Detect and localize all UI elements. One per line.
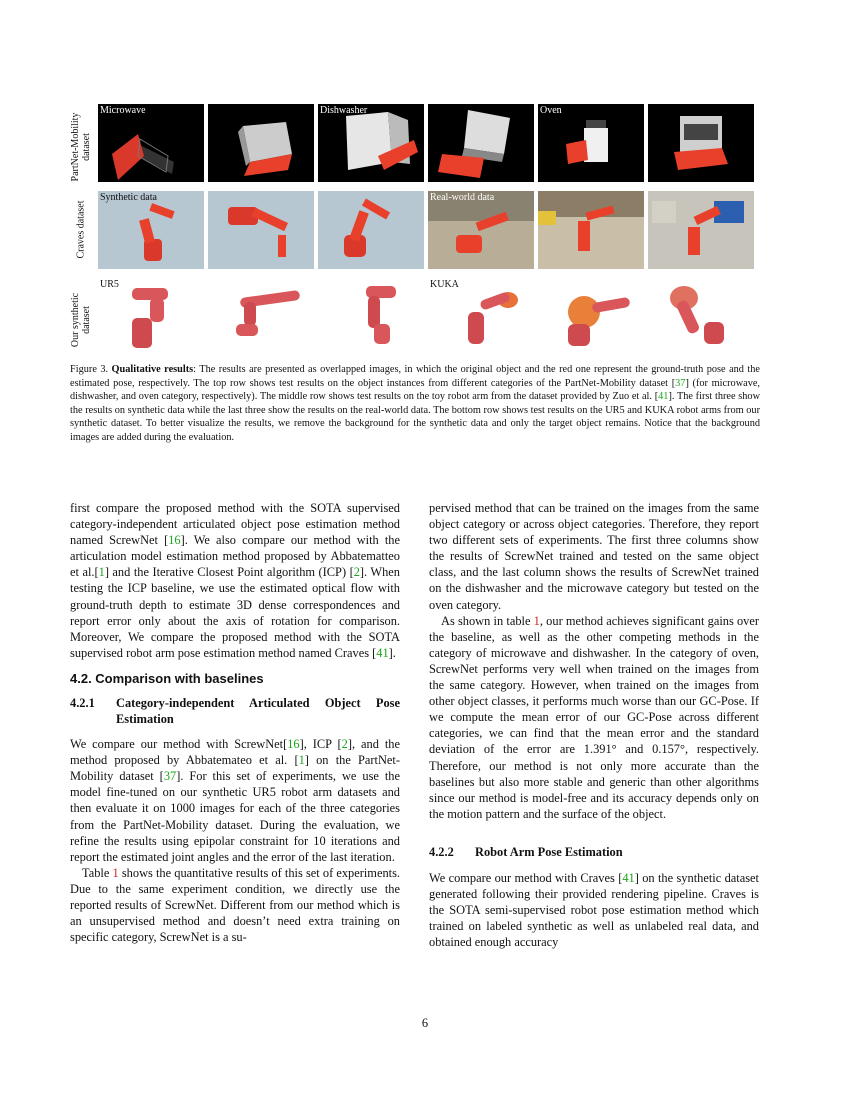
citation-link[interactable]: 41: [376, 645, 389, 660]
subsection-title: Category-independent Articulated Object Pose Estimation: [116, 696, 400, 727]
row-label-partnet: PartNet-Mobility dataset: [70, 112, 92, 182]
panel-ur5-3: [318, 278, 424, 356]
table-link[interactable]: 1: [112, 865, 119, 880]
panel-craves-real-1: [428, 191, 534, 269]
row-label-synthetic: Our synthetic dataset: [70, 292, 92, 348]
panel-label-synthetic: Synthetic data: [100, 192, 157, 203]
paragraph: Table 1 shows the quantitative results of this set of experiments. Due to the same experiment condition, we directly use the reported results of ScrewNet. Different from our method which is an unsupervised method and doesn’t need extra training on specific category, ScrewNet is a su-: [70, 865, 400, 945]
panel-craves-synthetic-1: [98, 191, 204, 269]
panel-label-kuka: KUKA: [430, 279, 459, 290]
panel-ur5-2: [208, 278, 314, 356]
caption-prefix: Figure 3.: [70, 364, 112, 375]
panel-label-microwave: Microwave: [100, 105, 146, 116]
panel-label-ur5: UR5: [100, 279, 119, 290]
subsection-heading: [70, 695, 400, 727]
panel-kuka-2: [538, 278, 644, 356]
caption-text: : The results are presented as overlapped images, in which the original object and the red one represent the ground-truth pose and the estimated pose, respectively. The top row shows test results on the object instances from different categories of the PartNet-Mobility dataset [: [70, 364, 760, 389]
subsection-number: 4.2.2: [429, 844, 454, 859]
panel-label-oven: Oven: [540, 105, 562, 116]
left-column: [70, 500, 400, 945]
panel-oven-1: [538, 104, 644, 182]
panel-label-realworld: Real-world data: [430, 192, 495, 203]
citation-link[interactable]: 41: [622, 870, 635, 885]
caption-text: ] (for microwave, dishwasher, and oven category, respectively). The middle row shows test results on the toy robot arm from the dataset provided by Zuo et al. [: [70, 377, 760, 403]
caption-bold: Qualitative results: [111, 364, 194, 375]
panel-microwave-1: [98, 104, 204, 182]
citation-link[interactable]: 37: [163, 769, 177, 784]
section-heading: 4.2. Comparison with baselines: [70, 670, 264, 686]
panel-craves-real-2: [538, 191, 644, 269]
subsection-heading: [429, 844, 759, 860]
citation-link[interactable]: 2: [341, 737, 348, 752]
paragraph: We compare our method with Craves [41] on the synthetic dataset generated following their provided rendering pipeline. Craves is the SOTA semi-supervised robot pose estimation method which trained on labeled synthetic as well as unlabeled real data, and obtained enough accuracy: [429, 870, 759, 950]
figure-caption: [70, 363, 760, 445]
panel-craves-real-3: [648, 191, 754, 269]
citation-link[interactable]: 16: [287, 737, 300, 752]
caption-text: ]. The first three show the results on synthetic data while the last three show the results on the real-world data. The bottom row shows test results on the UR5 and KUKA robot arms from our synthetic dataset. To better visualize the results, we remove the background for the synthetic data and only the target object remains. Notice that the background images are added during the evaluation.: [70, 391, 760, 443]
citation-link[interactable]: 1: [98, 565, 105, 580]
citation-link[interactable]: 2: [353, 565, 360, 580]
panel-craves-synthetic-3: [318, 191, 424, 269]
paragraph: We compare our method with ScrewNet[16], ICP [2], and the method proposed by Abbatemateo et al. [1] on the PartNet-Mobility dataset [37]. For this set of experiments, we use the model fine-tuned on our synthetic UR5 robot arm datasets and then evaluate it on 1000 images for each of the three categories from the PartNet-Mobility dataset. During the evaluation, we refine the results using epipolar constraint for 10 iterations and report the estimated joint angles and the error of the last iteration.: [70, 737, 400, 864]
row-label-craves: Craves dataset: [75, 200, 87, 259]
subsection-number: 4.2.1: [70, 696, 95, 711]
panel-ur5-1: [98, 278, 204, 356]
citation-link[interactable]: 41: [658, 391, 669, 403]
table-link[interactable]: 1: [533, 613, 540, 628]
citation-link[interactable]: 16: [168, 533, 181, 548]
panel-dishwasher-2: [428, 104, 534, 182]
panel-craves-synthetic-2: [208, 191, 314, 269]
citation-link[interactable]: 37: [675, 377, 686, 389]
panel-microwave-2: [208, 104, 314, 182]
right-column: [429, 500, 759, 950]
panel-dishwasher-1: [318, 104, 424, 182]
panel-kuka-1: [428, 278, 534, 356]
citation-link[interactable]: 1: [298, 753, 305, 768]
panel-oven-2: [648, 104, 754, 182]
subsection-title: Robot Arm Pose Estimation: [475, 844, 623, 859]
paragraph: As shown in table 1, our method achieves significant gains over the baseline, as well as the other competing methods in the category of microwave and dishwasher. In the category of oven, ScrewNet performs very well when trained on the images from the same category. However, when trained on the images from other object classes, it performs much worse than our GC-Pose. If we compute the mean error of our GC-Pose across different categories, we can find that the mean error and the standard deviation of the error are 1.391° and 0.157°, respectively. Therefore, our method is not only more accurate than the baselines but also more stable and generic than other algorithms since our method is model-free and its accuracy depends only on the motion pattern and the surface of the object.: [429, 613, 760, 821]
page-number: 6: [421, 1016, 429, 1030]
panel-kuka-3: [648, 278, 754, 356]
paragraph: pervised method that can be trained on the images from the same object category or across object categories. Therefore, they report two different sets of experiments. The first three columns show the results of ScrewNet trained and tested on the same object class, and the last column shows the results of ScrewNet trained on the dishwasher and the microwave category but tested on the oven category.: [429, 501, 759, 612]
panel-label-dishwasher: Dishwasher: [320, 105, 368, 116]
paragraph: first compare the proposed method with the SOTA supervised category-independent articulated object pose estimation method named ScrewNet [16]. We also compare our method with the articulation model estimation method proposed by Abbatematteo et al.[1] and the Iterative Closest Point algorithm (ICP) [2]. When testing the ICP baseline, we use the estimated optical flow with ground-truth depth to estimate 3D dense correspondences and report error only about the axis of rotation for comparison. Moreover, We compare the proposed method with the SOTA supervised robot arm pose estimation method named Craves [41].: [70, 501, 400, 660]
